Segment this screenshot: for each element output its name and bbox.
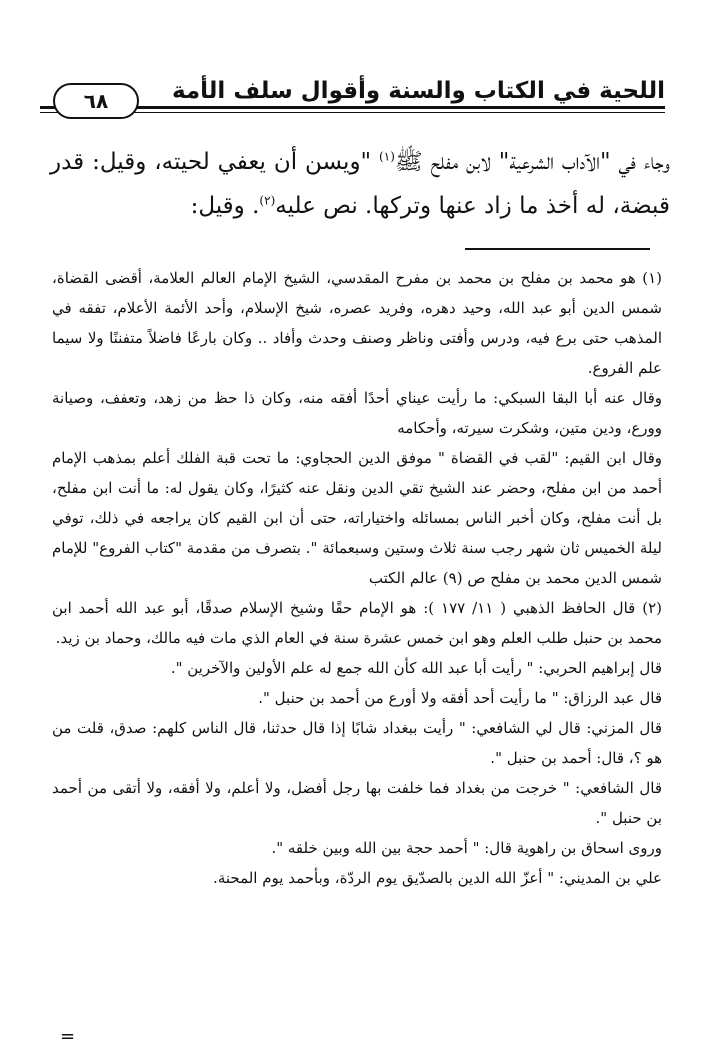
main-paragraph: [50, 140, 670, 228]
footnote-ref-2: (٢): [259, 193, 276, 208]
main-text-2: "ويسن أن يعفي لحيته، وقيل: قدر قبضة، له أخذ ما زاد عنها وتركها. نص عليه: [50, 149, 670, 219]
footnotes: [52, 263, 662, 893]
footnote-paragraph: قال المزني: قال لي الشافعي: " رأيت ببغداد شابًا إذا قال حدثنا، قال الناس كلهم: صدق، قلت من هو ؟، قال: أحمد بن حنبل ".: [52, 719, 662, 767]
continuation-mark: =: [60, 1026, 76, 1047]
main-text-1: وجاء في "الآداب الشرعية" لابن مفلح ﷺ: [394, 149, 670, 175]
footnote-2: (٢) قال الحافظ الذهبي ( ١١/ ١٧٧ ): هو الإمام حقًا وشيخ الإسلام صدقًا، أبو عبد الله أحمد ابن محمد بن حنبل طلب العلم وهو ابن خمس عشرة سنة في العام الذي مات فيه مالك، وحماد بن زيد.: [52, 599, 662, 647]
footnote-ref-1: (١): [379, 149, 395, 164]
footnote-paragraph: وقال ابن القيم: "لقب في القضاة " موفق الدين الحجاوي: ما تحت قبة الفلك أعلم بمذهب الإمام أحمد من ابن مفلح، وحضر عند الشيخ تقي الدين ونقل عنه كثيرًا، وكان يقول له: ما أنت ابن مفلح، بل أنت مفلح، وكان أخبر الناس بمسائله واختياراته، حتى أن ابن القيم كان يراجعه في ذلك، توفي ليلة الخميس ثان شهر رجب سنة ثلاث وستين وسبعمائة ". بتصرف من مقدمة "كتاب الفروع" للإمام شمس الدين محمد بن مفلح ص (٩) عالم الكتب: [52, 449, 662, 587]
footnote-paragraph: قال إبراهيم الحربي: " رأيت أبا عبد الله كأن الله جمع له علم الأولين والآخرين ".: [170, 659, 662, 677]
footnote-paragraph: علي بن المديني: " أعزّ الله الدين بالصدّيق يوم الردّة، وبأحمد يوم المحنة.: [213, 869, 662, 887]
running-title: اللحية في الكتاب والسنة وأقوال سلف الأمة: [171, 78, 665, 104]
footnote-paragraph: قال الشافعي: " خرجت من بغداد فما خلفت بها رجل أفضل، ولا أعلم، ولا أفقه، ولا أتقى من أحمد بن حنبل ".: [52, 779, 662, 827]
footnote-paragraph: وقال عنه أبا البقا السبكي: ما رأيت عيناي أحدًا أفقه منه، وكان ذا حظ من زهد، وتعفف، وصيانة وورع، ودين متين، وشكرت سيرته، وأحكامه: [52, 389, 662, 437]
footnote-1: (١) هو محمد بن مفلح بن محمد بن مفرح المقدسي، الشيخ الإمام العالم العلامة، أقضى القضاة، شمس الدين أبو عبد الله، وحيد دهره، وفريد عصره، شيخ الإسلام، وأحد الأئمة الأعلام، تفقه في المذهب حتى برع فيه، ودرس وأفتى وناظر وصنف وحدث وأفاد .. وكان بارعًا فاضلاً متفننًا ولا سيما علم الفروع.: [52, 269, 662, 377]
page-number: ٦٨: [83, 89, 109, 113]
page-number-badge: [53, 83, 139, 119]
footnote-paragraph: وروى اسحاق بن راهوية قال: " أحمد حجة بين الله وبين خلقه ".: [271, 839, 662, 857]
footnote-separator: [465, 248, 650, 250]
footnote-paragraph: قال عبد الرزاق: " ما رأيت أحد أفقه ولا أورع من أحمد بن حنبل ".: [258, 689, 662, 707]
main-text-3: . وقيل:: [190, 193, 260, 219]
